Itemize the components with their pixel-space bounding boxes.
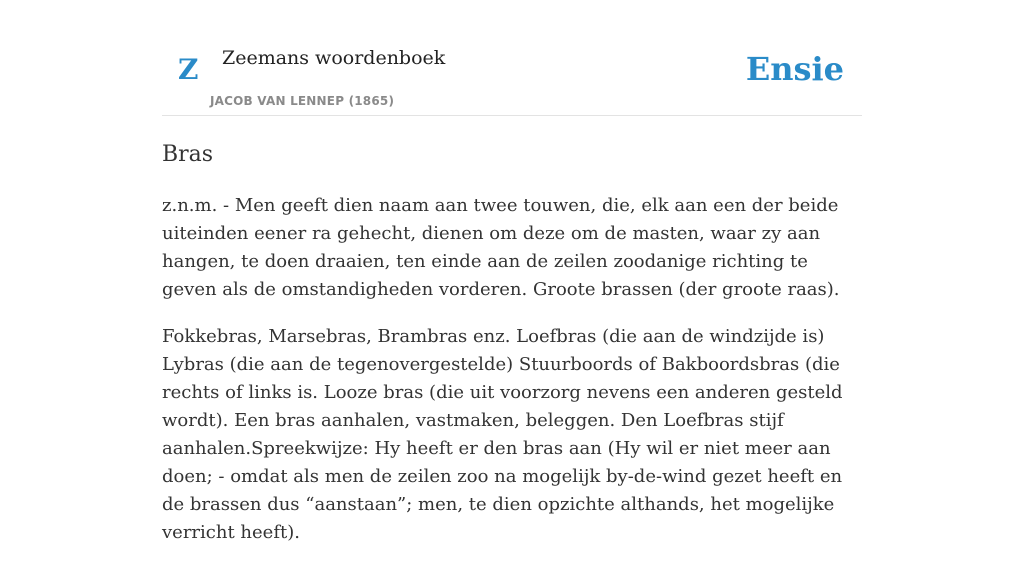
entry-title: Bras [162, 142, 214, 167]
book-header [162, 0, 862, 116]
ensie-logo[interactable]: Ensie [745, 50, 844, 88]
definition-paragraph: Fokkebras, Marsebras, Brambras enz. Loefbras (die aan de windzijde is) Lybras (die aan de tegenovergestelde) Stuurboords of Bakboordsbras (die rechts of links is. Looze bras (die uit voorzorg nevens een anderen gesteld wordt). Een bras aanhalen, vastmaken, beleggen. Den Loefbras stijf aanhalen.Spreekwijze: Hy heeft er den bras aan (Hy wil er niet meer aan doen; - omdat als men de zeilen zoo na mogelijk by-de-wind gezet heeft en de brassen dus “aanstaan”; men, te dien opzichte althands, het mogelijke verricht heeft). [162, 326, 843, 543]
book-logo-letter[interactable]: Z [178, 53, 199, 86]
definition-paragraph: z.n.m. - Men geeft dien naam aan twee touwen, die, elk aan een der beide uiteinden eener ra gehecht, dienen om deze om de masten, waar zy aan hangen, te doen draaien, ten einde aan de zeilen zoodanige richting te geven als de omstandigheden vorderen. Groote brassen (der groote raas). [162, 195, 840, 300]
book-title[interactable]: Zeemans woordenboek [222, 47, 446, 69]
book-author: JACOB VAN LENNEP (1865) [210, 94, 395, 108]
entry-definition [162, 192, 862, 566]
